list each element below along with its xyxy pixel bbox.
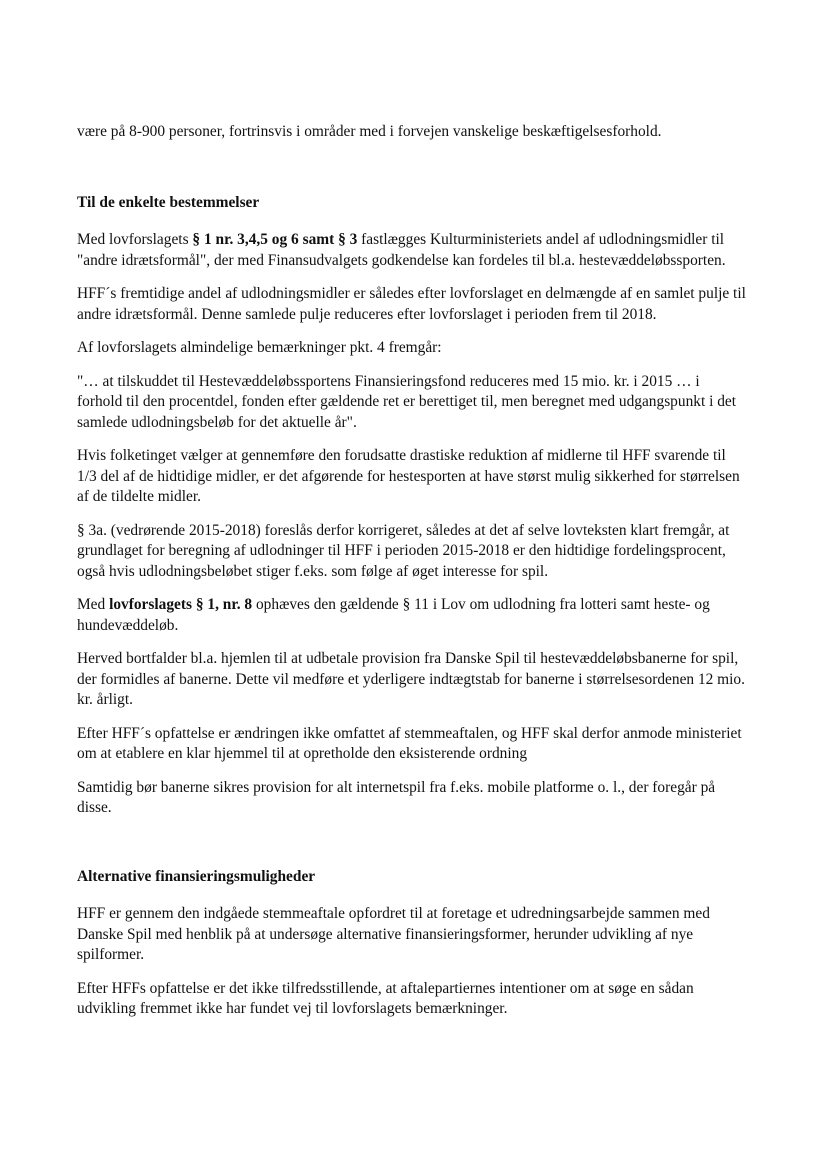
paragraph-stemmeaftale: Efter HFF´s opfattelse er ændringen ikke omfattet af stemmeaftalen, og HFF skal derfor anmode ministeriet om at etablere en klar hjemmel til at opretholde den eksisterende ordning	[77, 724, 742, 762]
paragraph-quote: "… at tilskuddet til Hestevæddeløbssportens Finansieringsfond reduceres med 15 mio. kr. i 2015 … i forhold til den procentdel, fonden efter gældende ret er berettiget til, men beregnet med udgangspunkt i det samlede udlodningsbeløb for det aktuelle år".	[77, 372, 737, 431]
paragraph-udredning: HFF er gennem den indgåede stemmeaftale opfordret til at foretage et udredningsarbejde sammen med Danske Spil med henblik på at undersøge alternative finansieringsformer, herunder udvikling af nye spilformer.	[77, 905, 710, 963]
paragraph-text: fastlægges Kulturministeriets andel af udlodningsmidler til "andre idrætsformål", der med Finansudvalgets godkendelse kan fordeles til bl.a. hestevæddeløbssporten.	[77, 231, 726, 269]
paragraph-text: Med lovforslagets	[77, 231, 193, 248]
paragraph-lovforslag-1	[77, 230, 747, 271]
paragraph-text: Med	[77, 596, 110, 613]
paragraph-hff-andel: HFF´s fremtidige andel af udlodningsmidler er således efter lovforslaget en delmængde af en samlet pulje til andre idrætsformål. Denne samlede pulje reduceres efter lovforslaget i perioden frem til 2018.	[77, 285, 746, 323]
section-heading-bestemmelser: Til de enkelte bestemmelser	[77, 193, 260, 211]
paragraph-reduktion: Hvis folketinget vælger at gennemføre den forudsatte drastiske reduktion af midlerne til HFF svarende til 1/3 del af de hidtidige midler, er det afgørende for hestesporten at have størst mulig sikkerhed for størrelsen af de tildelte midler.	[77, 447, 740, 505]
document-page	[77, 122, 747, 1020]
bold-reference: § 1 nr. 3,4,5 og 6 samt § 3	[192, 231, 358, 248]
intro-line: være på 8-900 personer, fortrinsvis i områder med i forvejen vanskelige beskæftigelsesforhold.	[77, 123, 662, 140]
paragraph-intentioner: Efter HFFs opfattelse er det ikke tilfredsstillende, at aftalepartiernes intentioner om at søge en sådan udvikling fremmet ikke har fundet vej til lovforslagets bemærkninger.	[77, 979, 694, 1017]
paragraph-bemaerkninger: Af lovforslagets almindelige bemærkninger pkt. 4 fremgår:	[77, 339, 442, 356]
paragraph-provision: Herved bortfalder bl.a. hjemlen til at udbetale provision fra Danske Spil til hestevæddeløbsbanerne for spil, der formidles af banerne. Dette vil medføre et yderligere indtægtstab for banerne i størrelsesordenen 12 mio. kr. årligt.	[77, 650, 745, 708]
paragraph-text: ophæves den gældende § 11 i Lov om udlodning fra lotteri samt heste- og hundevæddeløb.	[77, 596, 710, 634]
paragraph-internetspil: Samtidig bør banerne sikres provision for alt internetspil fra f.eks. mobile platforme o. l., der foregår på disse.	[77, 778, 716, 816]
section-heading-finansiering: Alternative finansieringsmuligheder	[77, 867, 316, 885]
bold-reference: lovforslagets § 1, nr. 8	[109, 596, 253, 613]
paragraph-3a: § 3a. (vedrørende 2015-2018) foreslås derfor korrigeret, således at det af selve lovteksten klart fremgår, at grundlaget for beregning af udlodninger til HFF i perioden 2015-2018 er den hidtidige fordelingsprocent, også hvis udlodningsbeløbet stiger f.eks. som følge af øget interesse for spil.	[77, 521, 730, 580]
paragraph-lovforslag-8	[77, 595, 747, 636]
